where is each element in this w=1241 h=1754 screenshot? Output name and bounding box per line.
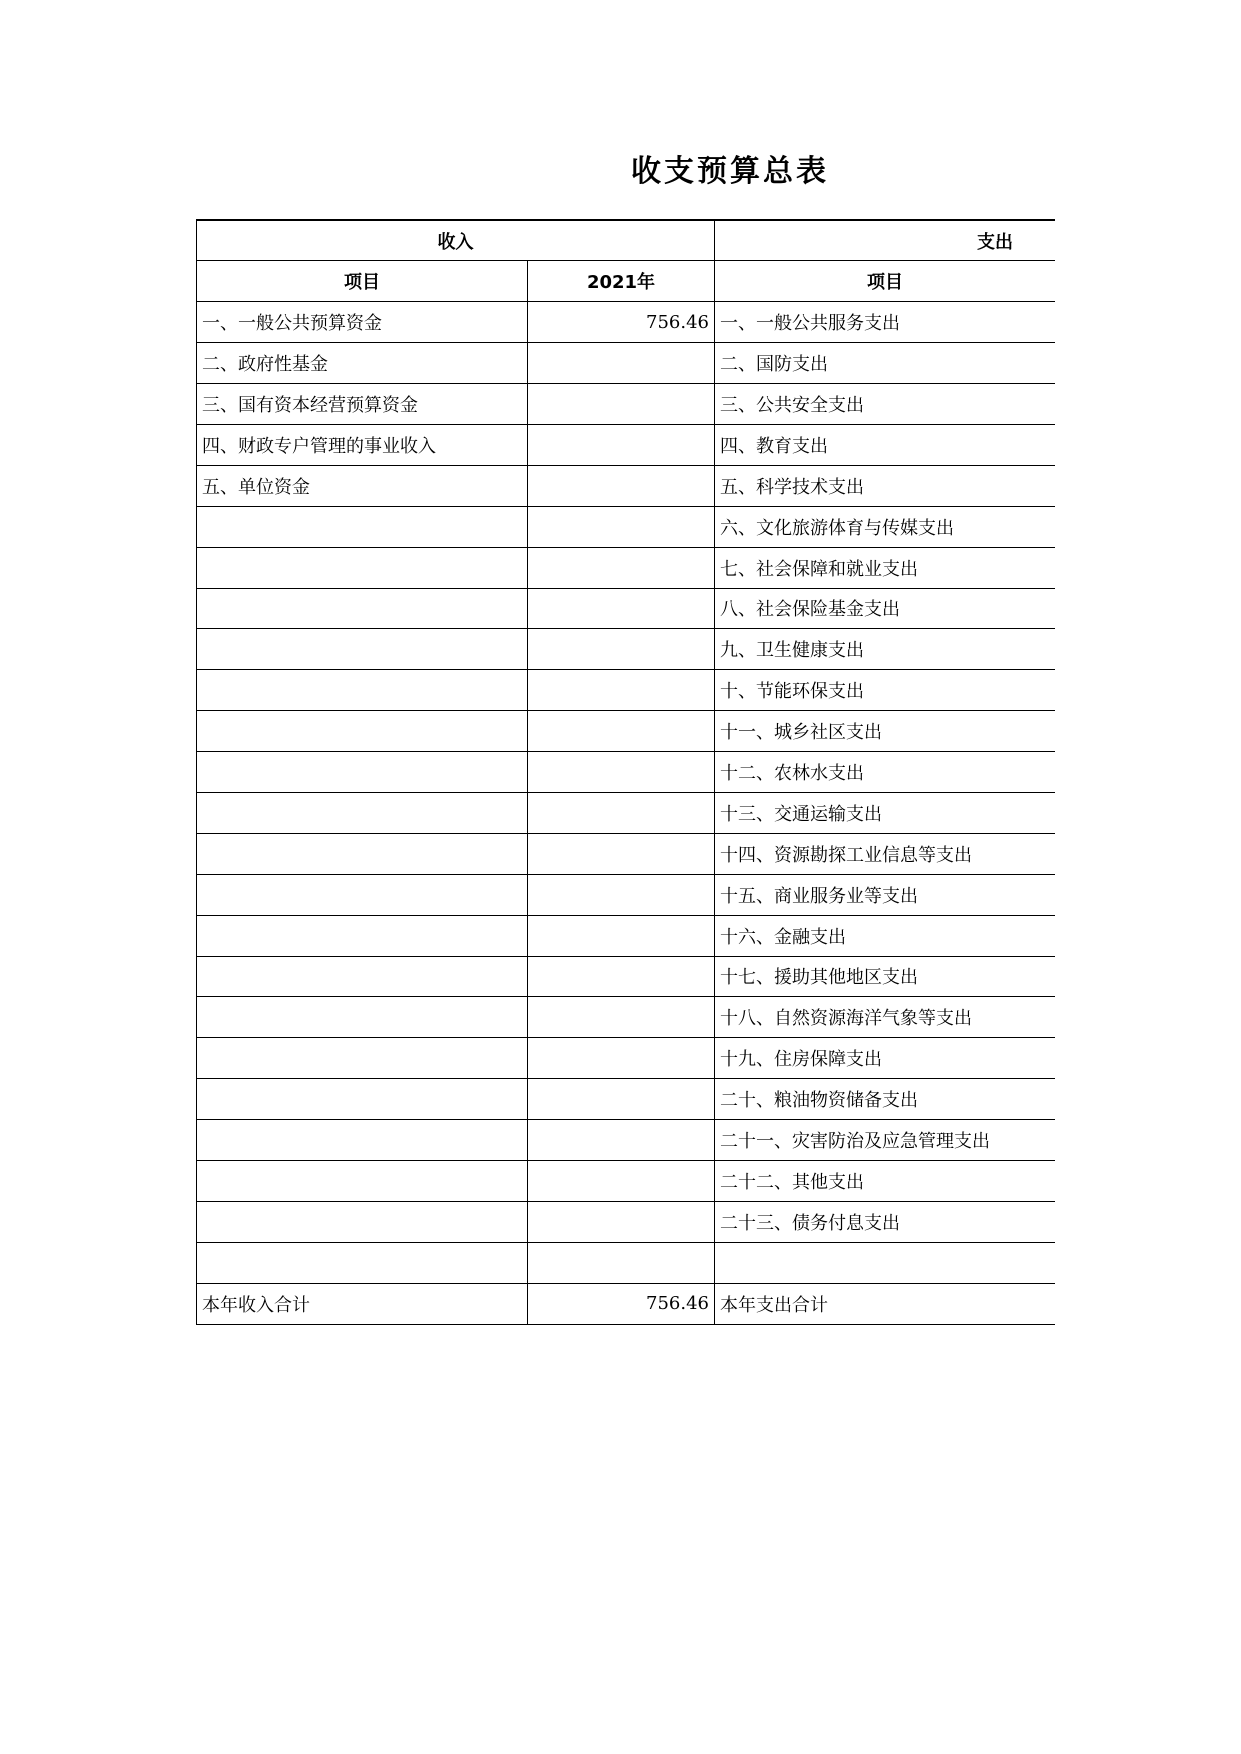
income-group-header: 收入 [197, 220, 715, 261]
expense-item-cell: 二十、粮油物资储备支出 [715, 1079, 1056, 1120]
expense-item-cell: 八、社会保险基金支出 [715, 588, 1056, 629]
expense-item-cell: 二十三、债务付息支出 [715, 1201, 1056, 1242]
table-row [197, 956, 1056, 997]
totals-row [197, 1283, 1056, 1324]
table-row [197, 670, 1056, 711]
income-amount-cell [528, 956, 715, 997]
table-row [197, 1201, 1056, 1242]
income-amount-cell [528, 752, 715, 793]
income-amount-cell [528, 874, 715, 915]
table-row [197, 1242, 1056, 1283]
income-item-cell [197, 1242, 528, 1283]
expense-item-cell: 二十二、其他支出 [715, 1160, 1056, 1201]
income-amount-cell [528, 547, 715, 588]
income-item-cell [197, 1120, 528, 1161]
expense-item-cell: 十二、农林水支出 [715, 752, 1056, 793]
income-amount-cell [528, 833, 715, 874]
expense-item-cell: 二、国防支出 [715, 343, 1056, 384]
income-item-cell [197, 1201, 528, 1242]
income-item-cell [197, 997, 528, 1038]
expense-item-cell: 一、一般公共服务支出 [715, 302, 1056, 343]
income-item-cell [197, 1038, 528, 1079]
expense-total-label: 本年支出合计 [715, 1283, 1056, 1324]
expense-item-cell: 十一、城乡社区支出 [715, 711, 1056, 752]
table-row [197, 1079, 1056, 1120]
expense-item-cell: 二十一、灾害防治及应急管理支出 [715, 1120, 1056, 1161]
table-row [197, 711, 1056, 752]
expense-item-cell: 七、社会保障和就业支出 [715, 547, 1056, 588]
table-row [197, 465, 1056, 506]
table-row [197, 997, 1056, 1038]
expense-item-cell: 三、公共安全支出 [715, 384, 1056, 425]
income-amount-cell [528, 465, 715, 506]
income-amount-cell: 756.46 [528, 302, 715, 343]
expense-item-cell: 十九、住房保障支出 [715, 1038, 1056, 1079]
expense-item-cell: 十八、自然资源海洋气象等支出 [715, 997, 1056, 1038]
income-item-header: 项目 [197, 261, 528, 302]
table-row [197, 384, 1056, 425]
income-amount-cell [528, 384, 715, 425]
budget-summary-table [196, 219, 1055, 1325]
table-row [197, 302, 1056, 343]
income-item-cell [197, 752, 528, 793]
expense-group-header: 支出 [715, 220, 1056, 261]
income-item-cell: 一、一般公共预算资金 [197, 302, 528, 343]
income-amount-cell [528, 506, 715, 547]
income-item-cell [197, 711, 528, 752]
table-row [197, 506, 1056, 547]
expense-item-cell: 十、节能环保支出 [715, 670, 1056, 711]
group-header-row [197, 220, 1056, 261]
table-row [197, 792, 1056, 833]
income-total-amount: 756.46 [528, 1283, 715, 1324]
income-item-cell [197, 588, 528, 629]
income-amount-cell [528, 629, 715, 670]
table-row [197, 833, 1056, 874]
income-amount-cell [528, 343, 715, 384]
table-row [197, 547, 1056, 588]
income-amount-cell [528, 997, 715, 1038]
income-amount-cell [528, 711, 715, 752]
expense-item-cell: 十七、援助其他地区支出 [715, 956, 1056, 997]
income-item-cell [197, 547, 528, 588]
income-item-cell [197, 670, 528, 711]
income-item-cell [197, 956, 528, 997]
income-total-label: 本年收入合计 [197, 1283, 528, 1324]
income-item-cell: 四、财政专户管理的事业收入 [197, 424, 528, 465]
income-amount-cell [528, 670, 715, 711]
income-item-cell: 三、国有资本经营预算资金 [197, 384, 528, 425]
table-row [197, 629, 1056, 670]
expense-item-cell [715, 1242, 1056, 1283]
table-row [197, 1160, 1056, 1201]
page-title: 收支预算总表 [631, 154, 829, 189]
income-item-cell [197, 792, 528, 833]
expense-item-cell: 十五、商业服务业等支出 [715, 874, 1056, 915]
table-row [197, 1038, 1056, 1079]
budget-table-container [196, 219, 1055, 1379]
income-amount-cell [528, 1201, 715, 1242]
income-year-header: 2021年 [528, 261, 715, 302]
income-item-cell [197, 915, 528, 956]
expense-item-cell: 四、教育支出 [715, 424, 1056, 465]
table-row [197, 424, 1056, 465]
income-item-cell [197, 833, 528, 874]
income-item-cell: 五、单位资金 [197, 465, 528, 506]
table-row [197, 874, 1056, 915]
income-item-cell [197, 506, 528, 547]
income-item-cell [197, 1079, 528, 1120]
expense-item-header: 项目 [715, 261, 1056, 302]
expense-item-cell: 六、文化旅游体育与传媒支出 [715, 506, 1056, 547]
income-item-cell: 二、政府性基金 [197, 343, 528, 384]
expense-item-cell: 十六、金融支出 [715, 915, 1056, 956]
income-amount-cell [528, 424, 715, 465]
income-amount-cell [528, 915, 715, 956]
income-amount-cell [528, 792, 715, 833]
table-row [197, 343, 1056, 384]
income-item-cell [197, 629, 528, 670]
expense-item-cell: 十三、交通运输支出 [715, 792, 1056, 833]
table-row [197, 588, 1056, 629]
table-row [197, 1120, 1056, 1161]
table-row [197, 915, 1056, 956]
income-amount-cell [528, 1120, 715, 1161]
income-amount-cell [528, 1160, 715, 1201]
income-item-cell [197, 1160, 528, 1201]
column-header-row [197, 261, 1056, 302]
income-item-cell [197, 874, 528, 915]
expense-item-cell: 十四、资源勘探工业信息等支出 [715, 833, 1056, 874]
income-amount-cell [528, 1079, 715, 1120]
expense-item-cell: 九、卫生健康支出 [715, 629, 1056, 670]
table-row [197, 752, 1056, 793]
income-amount-cell [528, 588, 715, 629]
expense-item-cell: 五、科学技术支出 [715, 465, 1056, 506]
income-amount-cell [528, 1242, 715, 1283]
income-amount-cell [528, 1038, 715, 1079]
